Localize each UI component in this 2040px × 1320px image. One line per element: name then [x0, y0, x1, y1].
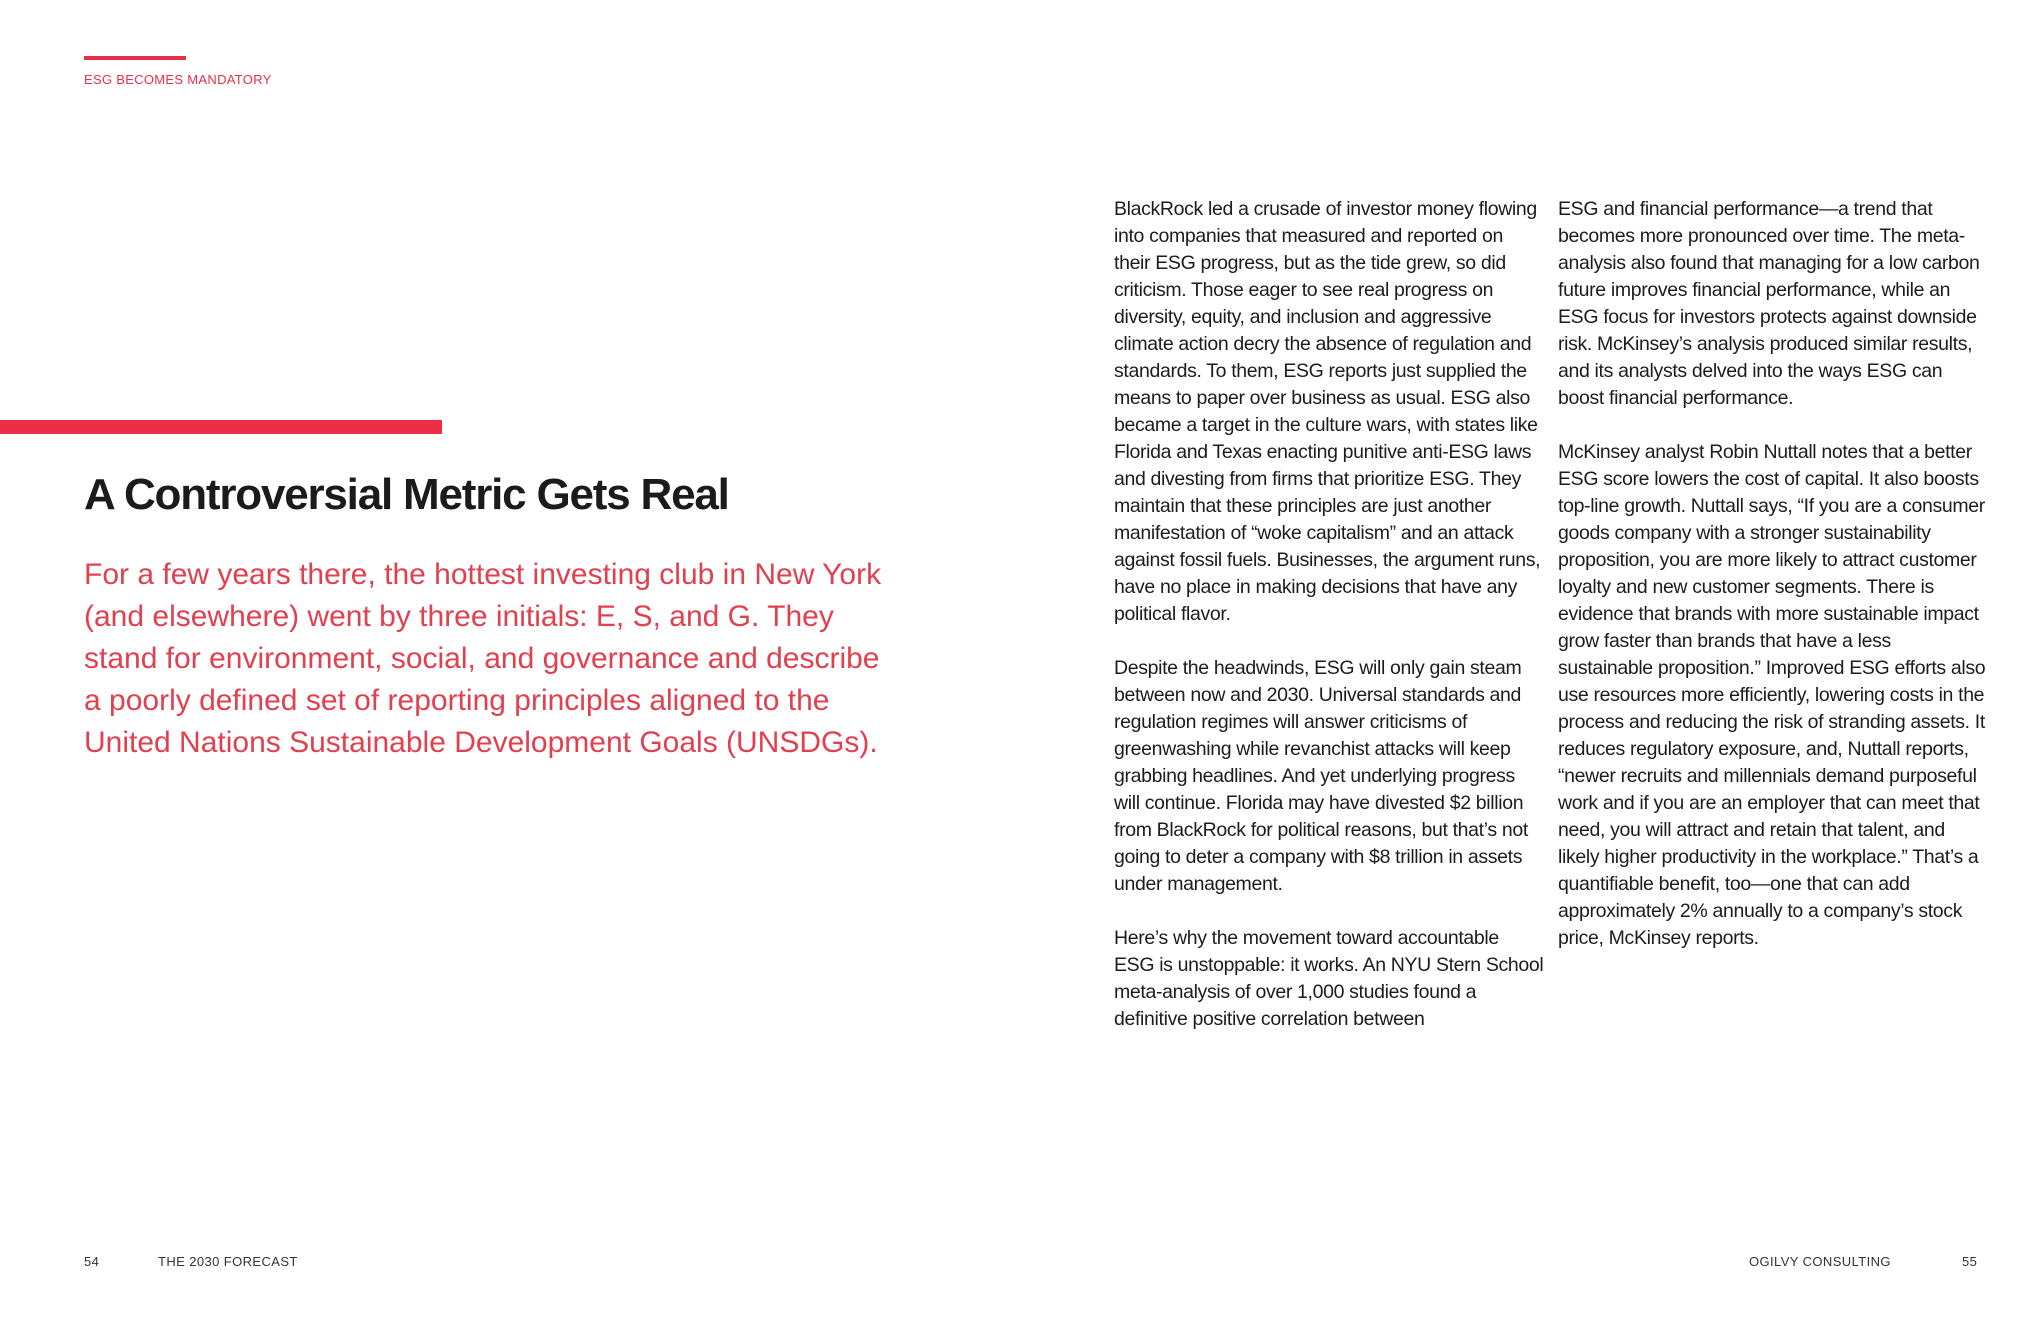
publication-title: THE 2030 FORECAST [158, 1254, 298, 1269]
page-number-left: 54 [84, 1254, 100, 1269]
page-number-right: 55 [1962, 1254, 1978, 1269]
body-paragraph: ESG and financial performance—a trend that becomes more pronounced over time. The meta-analysis also found that managing for a low carbon future improves financial performance, while an ESG focus for investors protects against downside risk. McKinsey’s analysis produced similar results, and its analysts delved into the ways ESG can boost financial performance. [1558, 198, 1980, 409]
organization-name: OGILVY CONSULTING [1749, 1254, 1891, 1269]
body-column-left [1114, 196, 1544, 1060]
headline-accent-bar [0, 420, 442, 434]
intro-paragraph: For a few years there, the hottest investing club in New York (and elsewhere) went by three initials: E, S, and G. They stand for environment, social, and governance and describe a poorly defined set of reporting principles aligned to the United Nations Sustainable Development Goals (UNSDGs). [84, 558, 882, 759]
article-headline: A Controversial Metric Gets Real [84, 470, 729, 519]
section-label: ESG BECOMES MANDATORY [84, 72, 272, 87]
body-column-right [1558, 196, 1986, 979]
section-accent-rule [84, 56, 186, 60]
body-paragraph: BlackRock led a crusade of investor money flowing into companies that measured and reported on their ESG progress, but as the tide grew, so did criticism. Those eager to see real progress on diversity, equity, and inclusion and aggressive climate action decry the absence of regulation and standards. To them, ESG reports just supplied the means to paper over business as usual. ESG also became a target in the culture wars, with states like Florida and Texas enacting punitive anti-ESG laws and divesting from firms that prioritize ESG. They maintain that these principles are just another manifestation of “woke capitalism” and an attack against fossil fuels. Businesses, the argument runs, have no place in making decisions that have any political flavor. [1114, 198, 1541, 625]
body-paragraph: Here’s why the movement toward accountable ESG is unstoppable: it works. An NYU Stern School meta-analysis of over 1,000 studies found a definitive positive correlation between [1114, 927, 1544, 1030]
body-paragraph: Despite the headwinds, ESG will only gain steam between now and 2030. Universal standards and regulation regimes will answer criticisms of greenwashing while revanchist attacks will keep grabbing headlines. And yet underlying progress will continue. Florida may have divested $2 billion from BlackRock for political reasons, but that’s not going to deter a company with $8 trillion in assets under management. [1114, 657, 1528, 895]
body-paragraph: McKinsey analyst Robin Nuttall notes that a better ESG score lowers the cost of capital. It also boosts top-line growth. Nuttall says, “If you are a consumer goods company with a stronger sustainability proposition, you are more likely to attract customer loyalty and new customer segments. There is evidence that brands with more sustainable impact grow faster than brands that have a less sustainable proposition.” Improved ESG efforts also use resources more efficiently, lowering costs in the process and reducing the risk of stranding assets. It reduces regulatory exposure, and, Nuttall reports, “newer recruits and millennials demand purposeful work and if you are an employer that can meet that need, you will attract and retain that talent, and likely higher productivity in the workplace.” That’s a quantifiable benefit, too—one that can add approximately 2% annually to a company’s stock price, McKinsey reports. [1558, 441, 1986, 949]
